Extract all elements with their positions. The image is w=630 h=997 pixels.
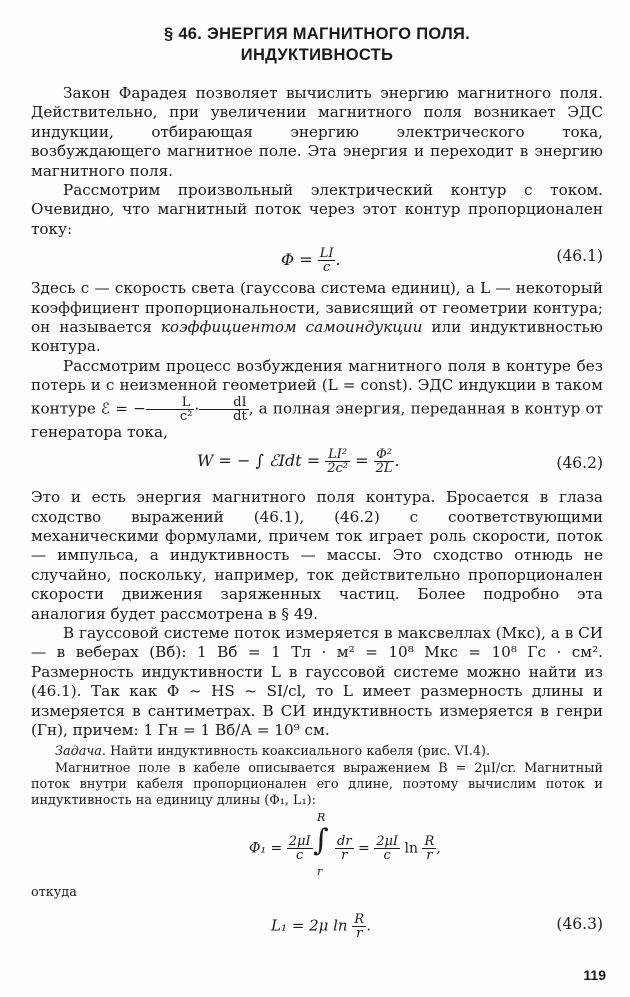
title-line-2: ИНДУКТИВНОСТЬ — [240, 46, 394, 64]
equation-flux: Φ₁ = $\frac{2\mu I}{c}$ R ∫ r $\frac{dr}{r}$ = $\frac{2\mu I}{c}$ ln $\frac{R}{r}$ , — [249, 811, 441, 879]
int-upper-limit: R — [317, 811, 326, 825]
paragraph-7: Магнитное поле в кабеле описывается выражением B = 2μI/cr. Магнитный поток внутри кабеля пропорционален его длине, поэтому вычислим поток и индуктивность на единицу длины (Φ₁, L₁): — [31, 760, 603, 808]
paragraph-2: Рассмотрим произвольный электрический контур с током. Очевидно, что магнитный поток через этот контур пропорционален току: — [31, 181, 603, 238]
section-title — [31, 24, 603, 66]
paragraph-6: В гауссовой системе поток измеряется в максвеллах (Мкс), а в СИ — в веберах (Вб): 1 Вб = 1 Тл · м² = 10⁸ Мкс = 10⁸ Гс · см². Размерность индуктивности L в гауссовой системе можно найти из (46.1). Так как Φ ~ HS ~ SI/cl, то L имеет размерность длины и измеряется в сантиметрах. В СИ индуктивность измеряется в генри (Гн), причем: 1 Гн = 1 Вб/А = 10⁹ см. — [31, 623, 603, 739]
eq2-fraction-1: $\frac{\text{LI²}}{\text{2c²}}$ — [327, 447, 348, 477]
task-label: Задача. — [55, 744, 107, 760]
equation-46-2: W = − ∫ ℰIdt = $\frac{\text{LI²}}{\text{2c²}}$ = $\frac{\text{Φ²}}{2L}$ . (46.2) — [197, 447, 603, 477]
eq1-left: Φ = — [281, 250, 313, 270]
equation-number: (46.2) — [556, 454, 603, 473]
equation-number: (46.3) — [556, 915, 603, 934]
otkuda-text: откуда — [31, 885, 77, 901]
integral-sign: ∫ — [313, 823, 329, 859]
eq2-fraction-2: $\frac{\text{Φ²}}{2L}$ — [375, 447, 393, 477]
term-self-induction: коэффициентом самоиндукции — [160, 318, 423, 337]
page-number: 119 — [583, 967, 606, 983]
equation-number: (46.1) — [556, 247, 603, 266]
paragraph-1: Закон Фарадея позволяет вычислить энергию магнитного поля. Действительно, при увеличении магнитного поля возникает ЭДС индукции, отбирающая энергию электрического тока, возбуждающего магнитное поле. Эта энергия и переходит в энергию магнитного поля. — [31, 84, 603, 180]
eq1-fraction: $\frac{LI}{c}$ — [319, 246, 334, 276]
paragraph-5: Это и есть энергия магнитного поля контура. Бросается в глаза сходство выражений (46.1), (46.2) с соответствующими механическими формулами, причем ток играет роль скорости, поток — импульса, а индуктивность — массы. Это сходство отнюдь не случайно, поскольку, например, ток действительно пропорционален скорости движения заряженных частиц. Более подробно эта аналогия будет рассмотрена в § 49. — [31, 488, 603, 623]
int-lower-limit: r — [317, 865, 323, 879]
task: Задача. Найти индуктивность коаксиального кабеля (рис. VI.4). — [55, 744, 491, 760]
title-line-1: § 46. ЭНЕРГИЯ МАГНИТНОГО ПОЛЯ. — [163, 25, 471, 43]
eq2-left: W = − ∫ ℰIdt = — [197, 451, 321, 471]
equation-46-1: Φ = $\frac{LI}{c}$ . (46.1) — [281, 246, 603, 276]
paragraph-4: Рассмотрим процесс возбуждения магнитного поля в контуре без потерь и с неизменной геометрией (L = const). ЭДС индукции в таком контуре ℰ = − $\frac{L}{\text{c²}}$ · $\frac{dI}{dt}$ , а полная энергия, переданная в контур от генератора тока, — [31, 356, 604, 441]
task-block — [31, 744, 603, 953]
equation-46-3: L₁ = 2μ ln $\frac{R}{r}$ . (46.3) — [271, 912, 603, 942]
paragraph-3: Здесь c — скорость света (гауссова система единиц), а L — некоторый коэффициент пропорциональности, зависящий от геометрии контура; он называется коэффициентом самоиндукции или индуктивностью контура. — [31, 279, 603, 356]
page — [31, 24, 603, 953]
